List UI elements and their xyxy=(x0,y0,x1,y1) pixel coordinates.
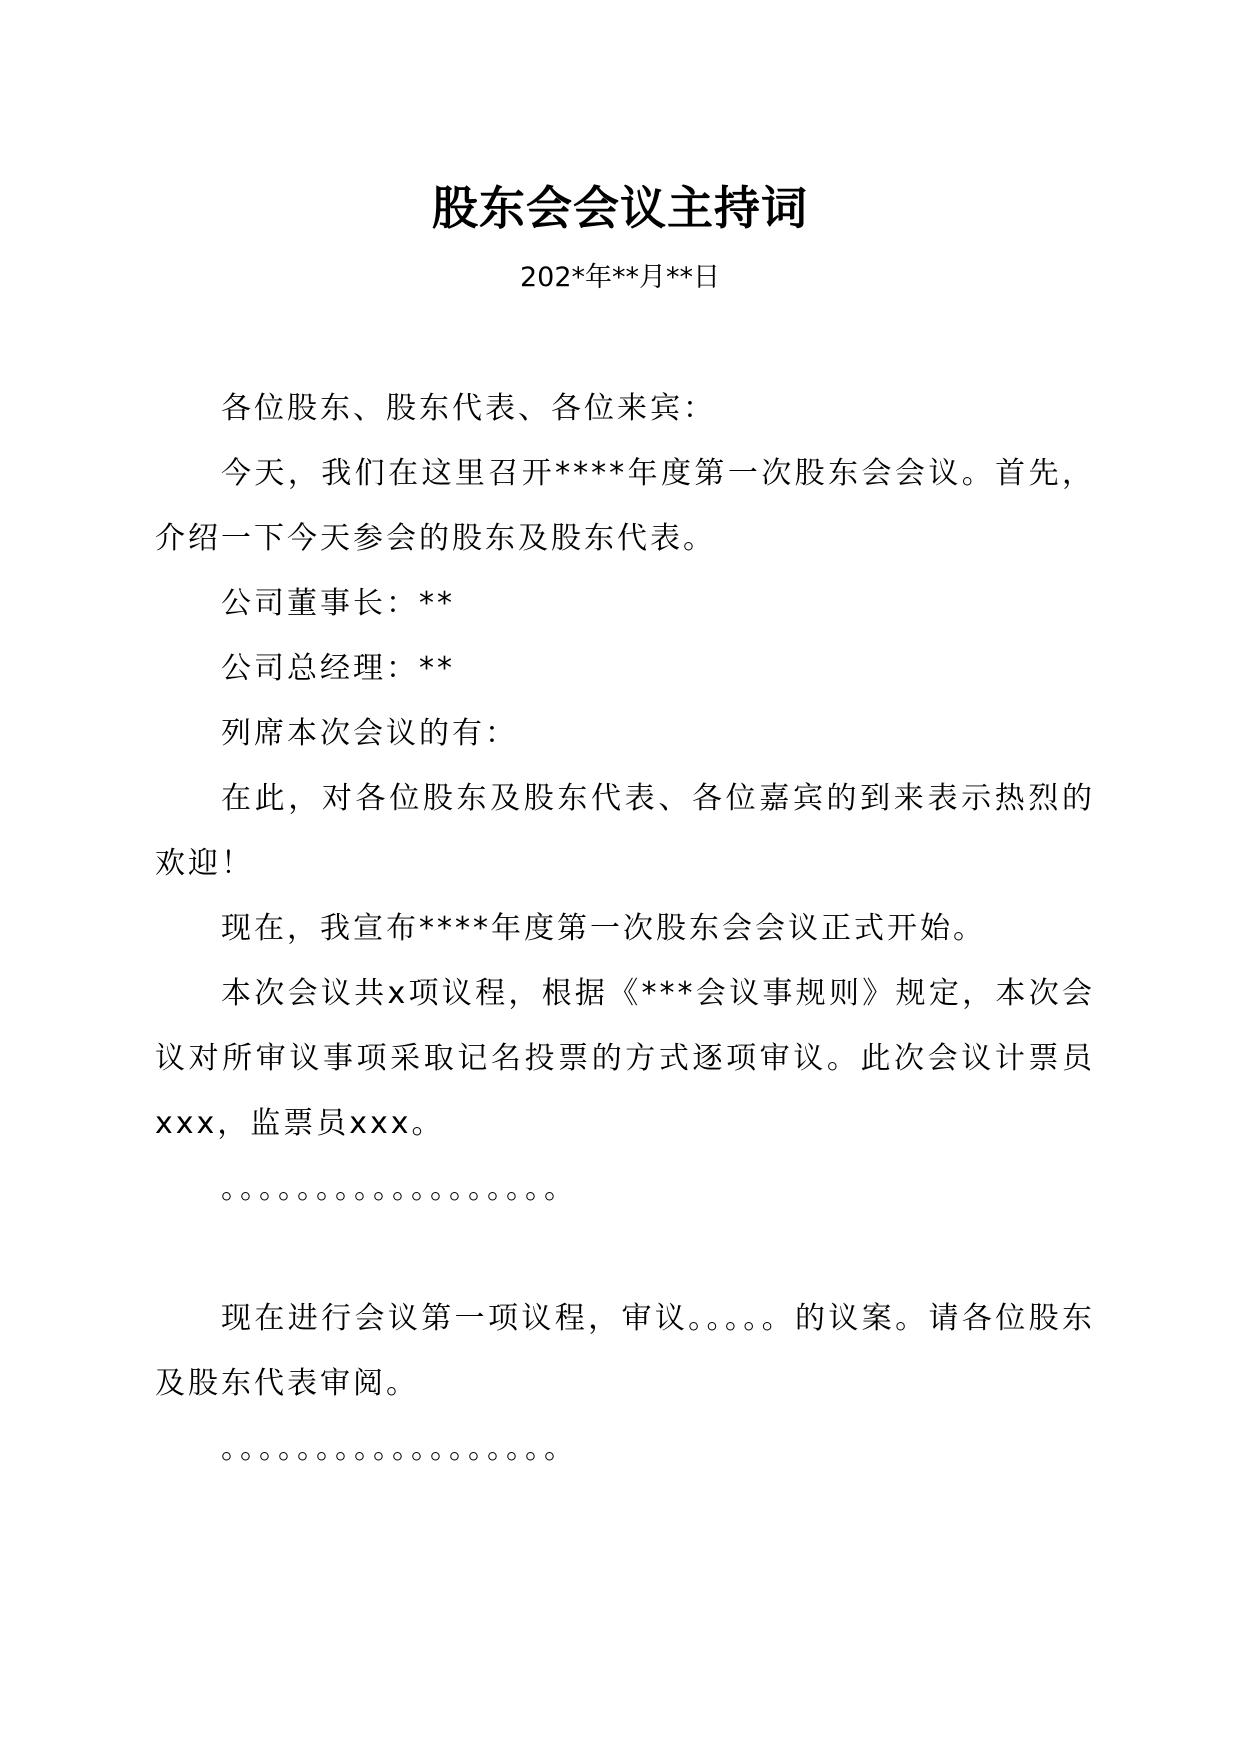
salutation-paragraph: 各位股东、股东代表、各位来宾： xyxy=(221,391,716,426)
ellipsis-line: 。。。。。。。。。。。。。。。。。。 xyxy=(221,1171,578,1206)
document-body xyxy=(155,376,1095,1481)
attendees-line: 列席本次会议的有： xyxy=(221,716,518,751)
opening-paragraph: 今天，我们在这里召开****年度第一次股东会会议。首先，介绍一下今天参会的股东及股东代表。 xyxy=(155,456,1095,556)
general-manager-line: 公司总经理：** xyxy=(221,651,455,686)
ellipsis-line: 。。。。。。。。。。。。。。。。。。 xyxy=(221,1431,578,1466)
announcement-paragraph: 现在，我宣布****年度第一次股东会会议正式开始。 xyxy=(221,911,986,946)
document-title: 股东会会议主持词 xyxy=(432,181,808,235)
agenda-rules-paragraph: 本次会议共x项议程，根据《***会议事规则》规定，本次会议对所审议事项采取记名投票的方式逐项审议。此次会议计票员xxx，监票员xxx。 xyxy=(155,976,1095,1141)
welcome-paragraph: 在此，对各位股东及股东代表、各位嘉宾的到来表示热烈的欢迎！ xyxy=(155,781,1095,881)
document-date: 202*年**月**日 xyxy=(519,262,721,293)
first-agenda-paragraph: 现在进行会议第一项议程，审议。。。。。的议案。请各位股东及股东代表审阅。 xyxy=(155,1301,1095,1401)
chairman-line: 公司董事长：** xyxy=(221,586,455,621)
